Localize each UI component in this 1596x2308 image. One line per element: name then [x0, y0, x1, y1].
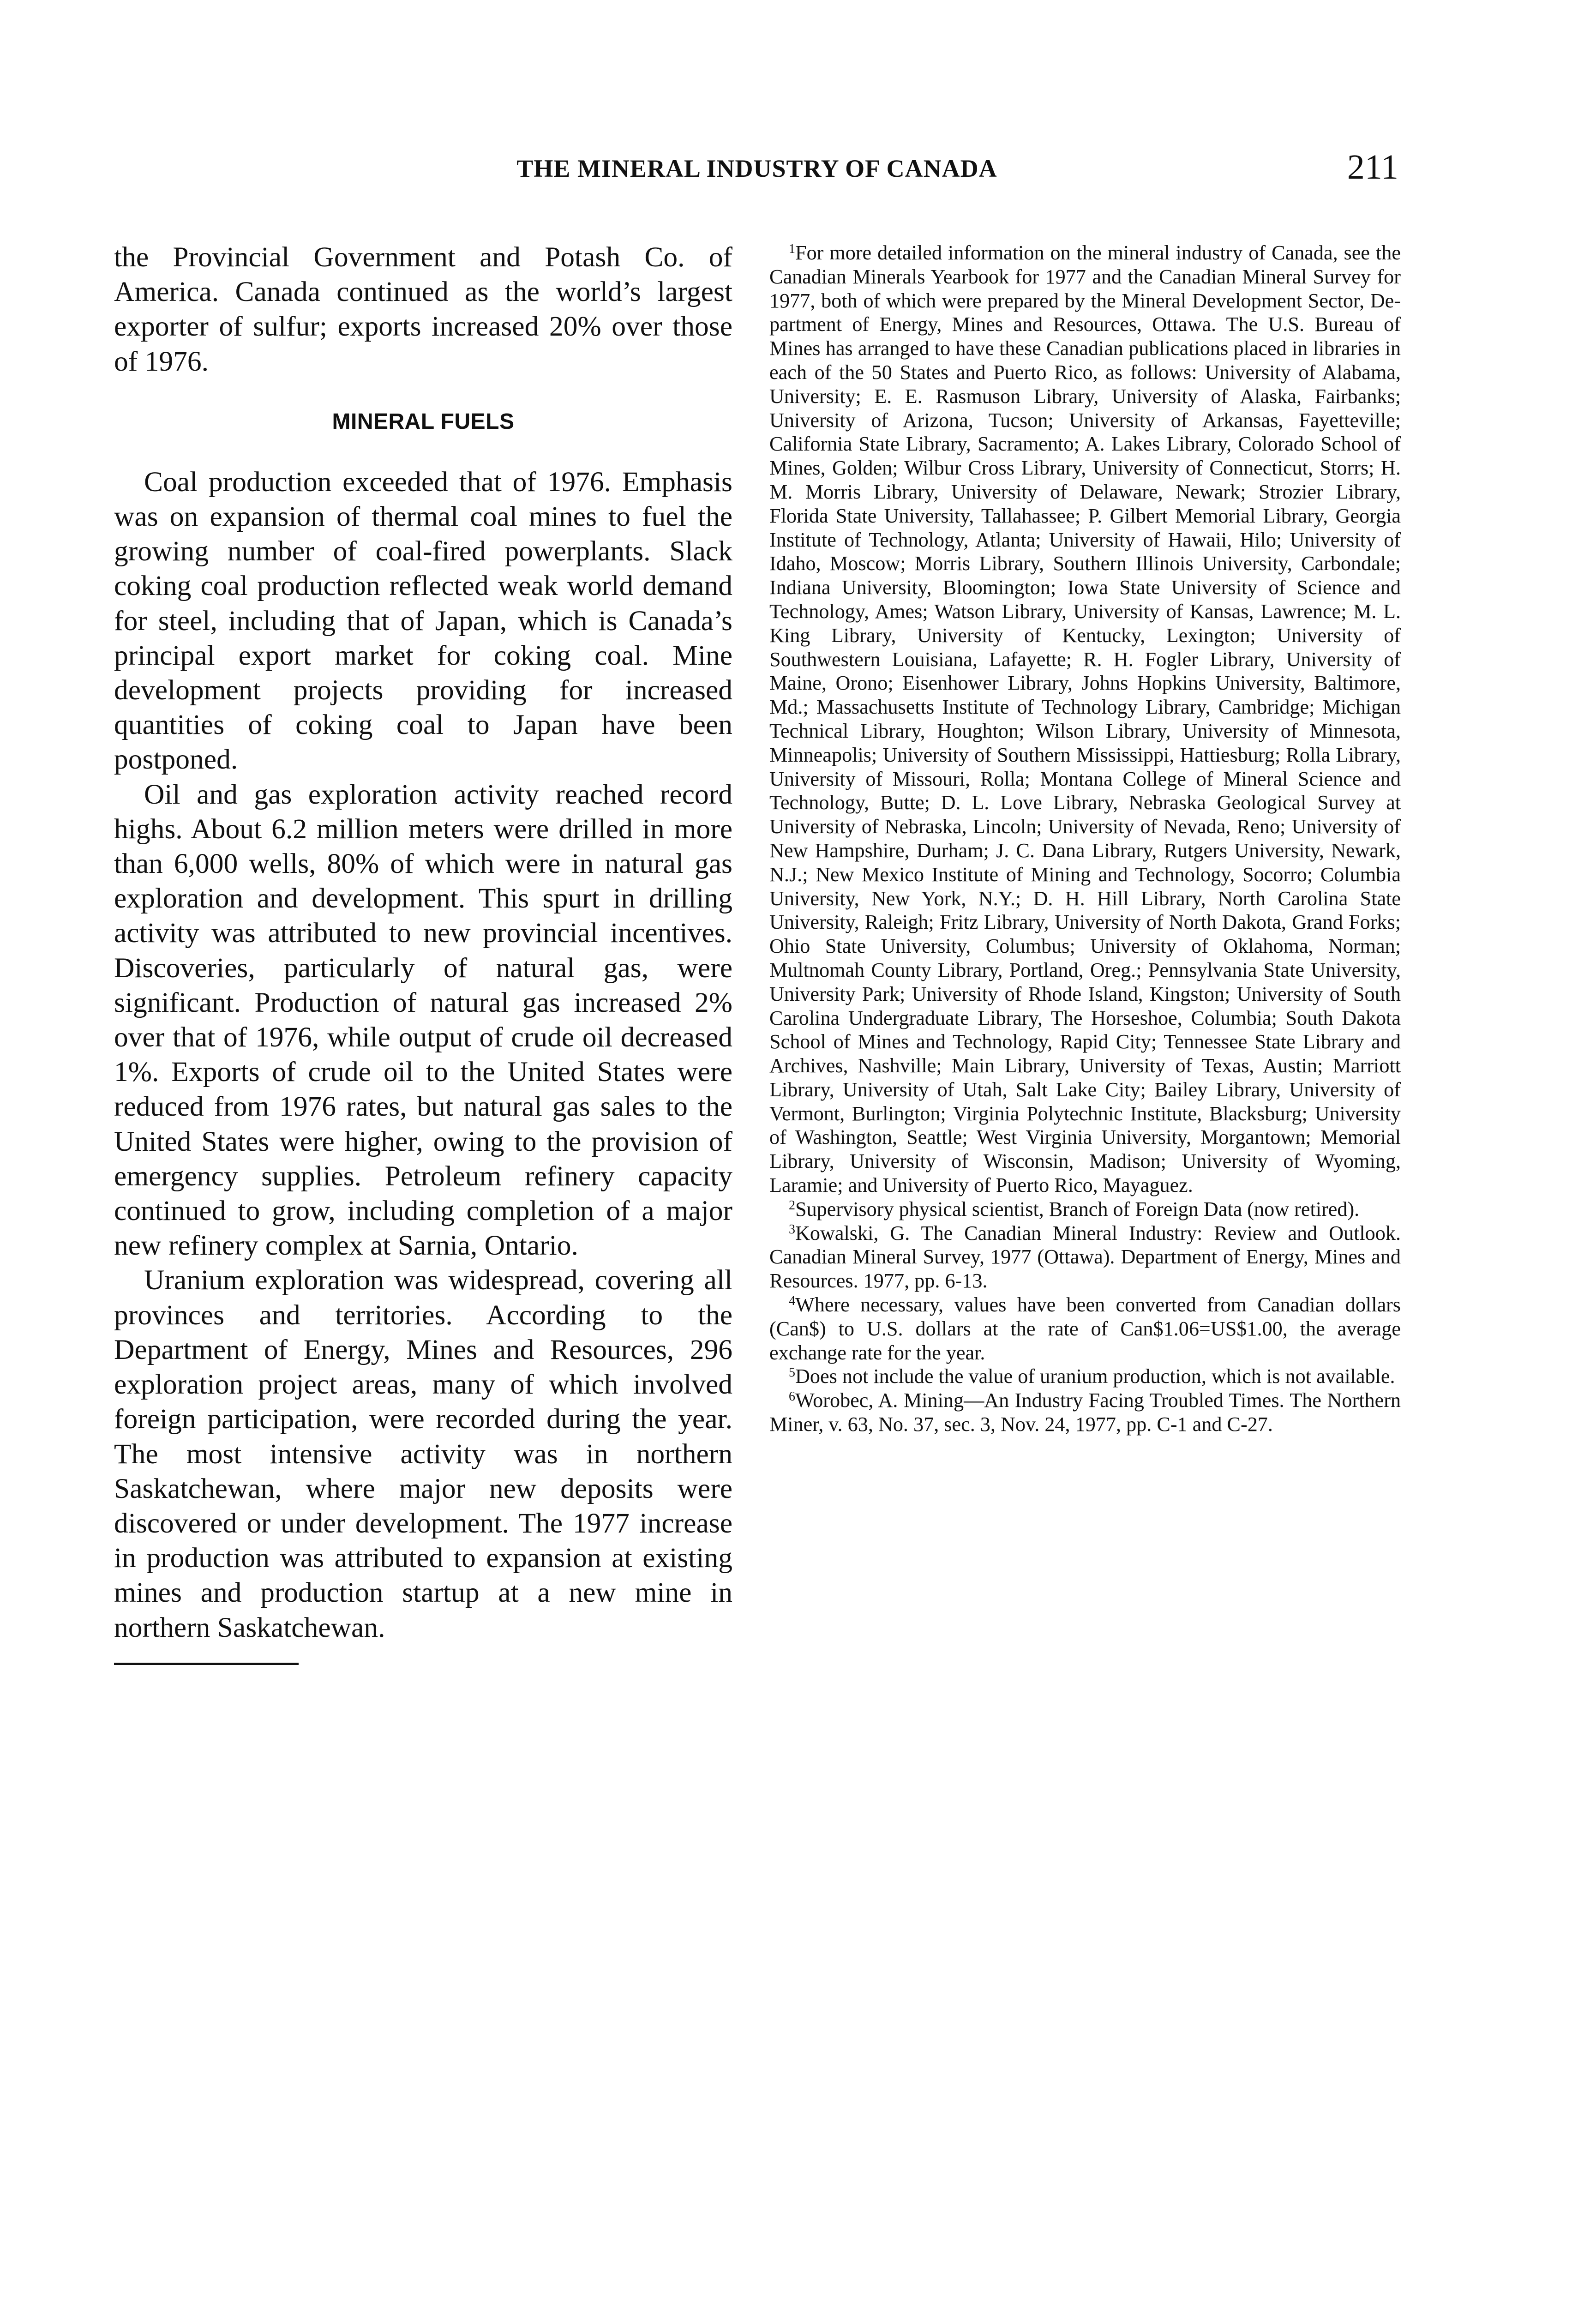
footnote-text: For more detailed information on the mineral industry of Canada, see the Canadian Minerals Yearbook for 1977 and the Canadian Mineral Survey for 1977, both of which were prepared by the Mineral Development Sector, Department of Energy, Mines and Resources, Ottawa. The U.S. Bureau of Mines has arranged to have these Canadian publications placed in libraries in each of the 50 States and Puerto Rico, as follows: University of Alabama, University; E. E. Rasmuson Library, University of Alaska, Fairbanks; University of Arizona, Tucson; University of Arkansas, Fayetteville; California State Library, Sacramento; A. Lakes Library, Colorado School of Mines, Golden; Wilbur Cross Library, University of Connecticut, Storrs; H. M. Morris Library, University of Delaware, Newark; Strozier Library, Florida State University, Tallahassee; P. Gilbert Memorial Library, Georgia Institute of Technology, Atlanta; University of Hawaii, Hilo; University of Idaho, Moscow; Morris Library, Southern Illinois University, Carbondale; Indiana University, Bloomington; Iowa State University of Science and Technology, Ames; Watson Library, University of Kansas, Lawrence; M. L. King Library, University of Kentucky, Lexington; University of Southwestern Louisiana, Lafayette; R. H. Fogler Library, University of Maine, Orono; Eisenhower Library, Johns Hopkins University, Baltimore, Md.; Massachusetts Institute of Technology Library, Cambridge; Michigan Technical Library, Houghton; Wilson Library, University of Minnesota, Minneapolis; University of Southern Mississippi, Hattiesburg; Rolla Library, University of Missouri, Rolla; Montana College of Mineral Science and Technology, Butte; D. L. Love Library, Nebraska Geological Survey at University of Nebraska, Lincoln; University of Nevada, Reno; University of New Hampshire, Durham; J. C. Dana Library, Rutgers University, Newark, N.J.; New Mexico Institute of Mining and Technology, Socorro; Columbia University, New York, N.Y.; D. H. Hill Library, North Carolina State University, Raleigh; Fritz Library, University of North Dakota, Grand Forks; Ohio State University, Columbus; University of Oklahoma, Norman; Multnomah County Library, Portland, Oreg.; Pennsylvania State University, University Park; University of Rhode Island, Kingston; University of South Carolina Undergraduate Library, The Horseshoe, Columbia; South Dakota School of Mines and Technology, Rapid City; Tennessee State Library and Archives, Nashville; Main Library, University of Texas, Austin; Marriott Library, University of Utah, Salt Lake City; Bailey Library, University of Vermont, Burlington; Virginia Polytechnic Institute, Blacksburg; University of Washington, Seattle; West Virginia University, Morgantown; Memorial Library, University of Wisconsin, Madison; University of Wyoming, Laramie; and University of Puerto Rico, Mayaguez. — [769, 241, 1401, 1197]
footnote-mark: 4 — [789, 1294, 795, 1309]
footnote — [769, 1388, 1401, 1436]
footnote — [769, 1293, 1401, 1364]
footnote-rule — [114, 1663, 299, 1665]
footnote-text: Supervisory physical scientist, Branch of Foreign Data (now retired). — [795, 1197, 1360, 1220]
footnote-text: Worobec, A. Mining—An Industry Facing Troubled Times. The Northern Miner, v. 63, No. 37, sec. 3, Nov. 24, 1977, pp. C-1 and C-27. — [769, 1389, 1401, 1436]
footnote — [769, 1221, 1401, 1293]
footnote-text: Kowalski, G. The Canadian Mineral Industry: Review and Outlook. Canadian Mineral Survey, 1977 (Ottawa). Department of Energy, Mines and Resources. 1977, pp. 6-13. — [769, 1221, 1401, 1292]
footnote — [769, 1197, 1401, 1221]
left-column — [114, 240, 732, 1665]
footnote-mark: 1 — [789, 242, 795, 256]
footnote — [769, 241, 1401, 1197]
footnote-text: Where necessary, values have been converted from Canadian dollars (Can$) to U.S. dollars at the rate of Can$1.06=US$1.00, the average exchange rate for the year. — [769, 1293, 1401, 1364]
oil-gas-paragraph: Oil and gas exploration activity reached record highs. About 6.2 million meters were drilled in more than 6,000 wells, 80% of which were in natural gas exploration and development. This spurt in drilling activity was attributed to new provincial incentives. Discoveries, particularly of natural gas, were significant. Production of natural gas increased 2% over that of 1976, while output of crude oil decreased 1%. Exports of crude oil to the United States were reduced from 1976 rates, but natural gas sales to the United States were higher, owing to the provision of emergency supplies. Petroleum refinery capacity continued to grow, including completion of a major new refinery complex at Sarnia, Ontario. — [114, 778, 732, 1262]
page-number: 211 — [1347, 148, 1398, 186]
running-title: THE MINERAL INDUSTRY OF CANADA — [516, 155, 997, 182]
footnotes-column — [769, 241, 1401, 1436]
footnote-mark: 5 — [789, 1365, 795, 1380]
uranium-paragraph: Uranium exploration was widespread, covering all provinces and territories. According to the Department of Energy, Mines and Resources, 296 exploration project areas, many of which involved foreign participation, were recorded during the year. The most intensive activity was in northern Saskatchewan, where major new deposits were discovered or under development. The 1977 increase in production was attributed to expansion at existing mines and production startup at a new mine in northern Saskatchewan. — [114, 1264, 732, 1643]
footnote-text: Does not include the value of uranium production, which is not available. — [795, 1365, 1395, 1388]
footnote-mark: 2 — [789, 1198, 795, 1213]
footnote — [769, 1364, 1401, 1388]
footnote-mark: 6 — [789, 1389, 795, 1404]
coal-paragraph: Coal production exceeded that of 1976. Emphasis was on expansion of thermal coal mines to fuel the growing number of coal-fired powerplants. Slack coking coal production reflected weak world demand for steel, including that of Japan, which is Canada’s principal export market for coking coal. Mine development projects providing for increased quantities of coking coal to Japan have been postponed. — [114, 466, 732, 775]
footnote-mark: 3 — [789, 1222, 795, 1237]
section-heading: MINERAL FUELS — [332, 409, 515, 434]
continued-paragraph: the Provincial Government and Potash Co. of America. Canada continued as the world’s largest exporter of sulfur; exports increased 20% over those of 1976. — [114, 241, 732, 377]
